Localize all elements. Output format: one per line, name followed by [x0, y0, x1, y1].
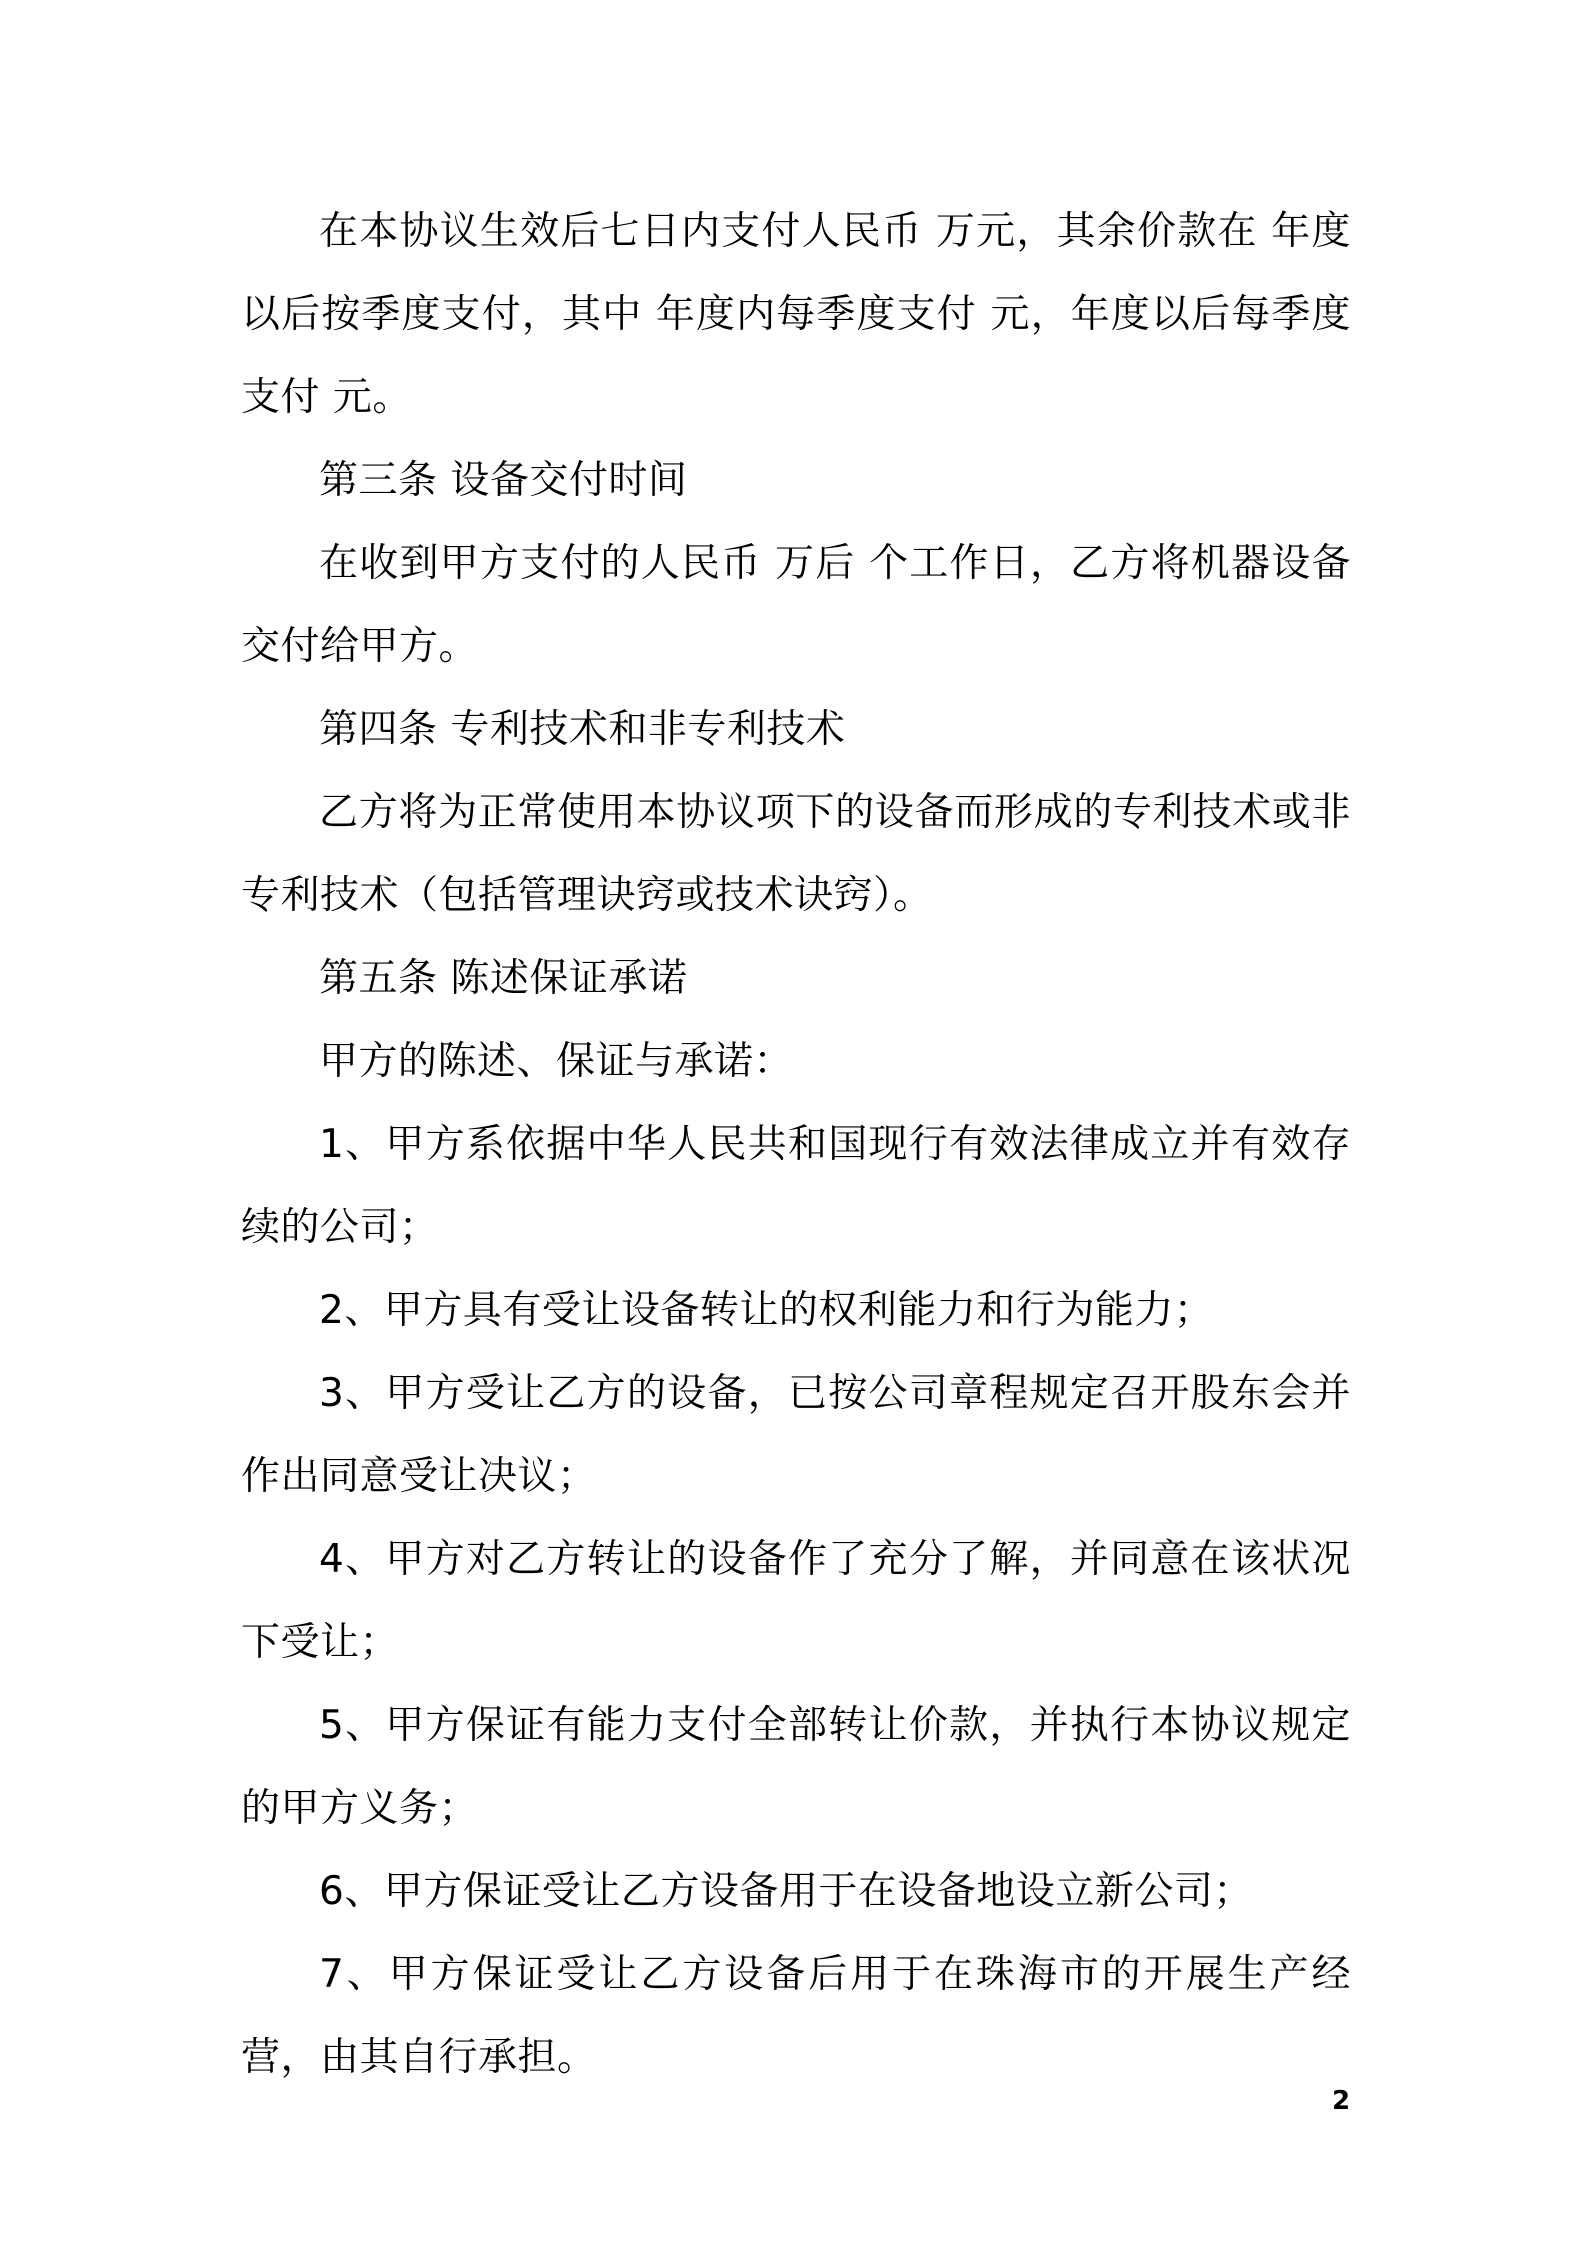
list-item-6: 6、甲方保证受让乙方设备用于在设备地设立新公司；: [319, 1869, 1253, 1914]
paragraph-party-a-representations: 甲方的陈述、保证与承诺：: [319, 1039, 794, 1084]
list-item-7: 7、甲方保证受让乙方设备后用于在珠海市的开展生产经营，由其自行承担。: [241, 1952, 1351, 2080]
document-body: [241, 190, 1351, 2099]
list-item-1: 1、甲方系依据中华人民共和国现行有效法律成立并有效存续的公司；: [241, 1122, 1351, 1250]
list-item-2: 2、甲方具有受让设备转让的权利能力和行为能力；: [319, 1288, 1214, 1333]
page-number: 2: [1332, 2086, 1351, 2116]
paragraph-delivery-time: 在收到甲方支付的人民币 万后 个工作日，乙方将机器设备交付给甲方。: [241, 541, 1351, 669]
article-5-heading: 第五条 陈述保证承诺: [319, 956, 688, 1001]
list-item-4: 4、甲方对乙方转让的设备作了充分了解，并同意在该状况下受让；: [241, 1537, 1351, 1665]
article-3-heading: 第三条 设备交付时间: [319, 458, 688, 503]
list-item-5: 5、甲方保证有能力支付全部转让价款，并执行本协议规定的甲方义务；: [241, 1703, 1351, 1831]
article-4-heading: 第四条 专利技术和非专利技术: [319, 707, 846, 752]
list-item-3: 3、甲方受让乙方的设备，已按公司章程规定召开股东会并作出同意受让决议；: [241, 1371, 1351, 1499]
paragraph-payment-terms: 在本协议生效后七日内支付人民币 万元，其余价款在 年度以后按季度支付，其中 年度内每季度支付 元，年度以后每季度支付 元。: [241, 209, 1351, 420]
paragraph-patent-technology: 乙方将为正常使用本协议项下的设备而形成的专利技术或非专利技术（包括管理诀窍或技术诀窍）。: [241, 790, 1351, 918]
